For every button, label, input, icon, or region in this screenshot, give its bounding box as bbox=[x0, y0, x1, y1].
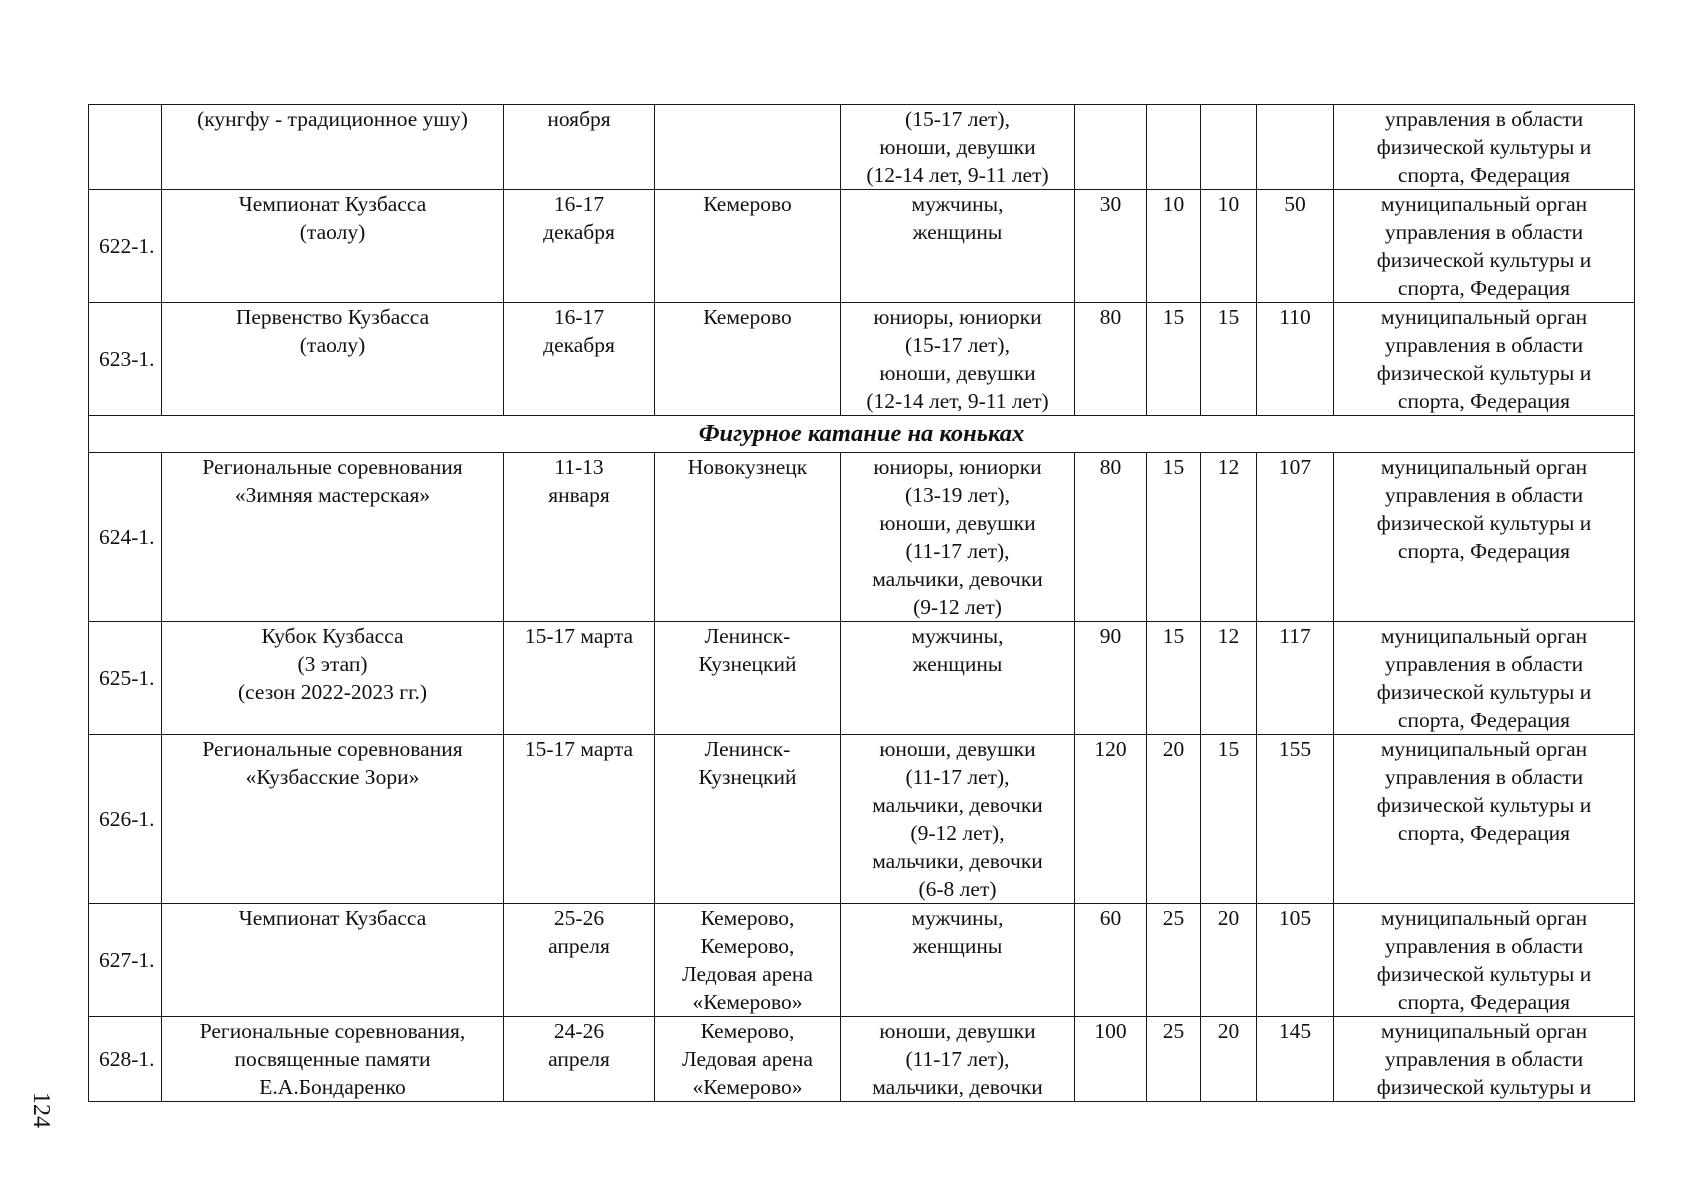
event-date-cell-line: апреля bbox=[548, 934, 610, 958]
event-name-cell bbox=[162, 303, 504, 416]
event-name-cell bbox=[162, 904, 504, 1017]
count-col-2-cell: 15 bbox=[1147, 303, 1201, 416]
row-number-cell: 624-1. bbox=[89, 453, 162, 622]
table-body bbox=[89, 105, 1635, 1102]
row-number-cell: 625-1. bbox=[89, 622, 162, 735]
event-date-cell-line: 15-17 марта bbox=[524, 737, 634, 761]
section-title: Фигурное катание на коньках bbox=[89, 416, 1635, 453]
count-col-3-cell: 12 bbox=[1201, 622, 1257, 735]
event-place-cell-line: Кемерово bbox=[703, 192, 792, 216]
event-date-cell bbox=[504, 904, 655, 1017]
participants-group-cell-line: юноши, девушки bbox=[879, 1019, 1036, 1043]
event-place-cell-line: Кузнецкий bbox=[698, 652, 797, 676]
organizer-cell bbox=[1334, 735, 1635, 904]
event-place-cell bbox=[655, 622, 841, 735]
count-col-2-cell: 15 bbox=[1147, 453, 1201, 622]
event-date-cell-line: 16-17 bbox=[553, 305, 605, 329]
event-name-cell-line: Региональные соревнования bbox=[202, 455, 463, 479]
count-col-1-cell: 80 bbox=[1075, 453, 1147, 622]
event-date-cell-line: 24-26 bbox=[553, 1019, 605, 1043]
table-row bbox=[89, 190, 1635, 303]
count-col-1-cell: 80 bbox=[1075, 303, 1147, 416]
organizer-cell-line: физической культуры и bbox=[1376, 1075, 1592, 1099]
count-col-3-cell: 10 bbox=[1201, 190, 1257, 303]
event-name-cell-line: (сезон 2022-2023 гг.) bbox=[237, 680, 428, 704]
event-place-cell-line: Кузнецкий bbox=[698, 765, 797, 789]
count-total-cell: 105 bbox=[1257, 904, 1334, 1017]
count-col-2-cell: 10 bbox=[1147, 190, 1201, 303]
count-col-1-cell bbox=[1075, 105, 1147, 190]
participants-group-cell-line: мальчики, девочки bbox=[872, 1075, 1043, 1099]
organizer-cell-line: муниципальный орган bbox=[1380, 192, 1588, 216]
organizer-cell-line: физической культуры и bbox=[1376, 962, 1592, 986]
event-place-cell-line: Кемерово, bbox=[700, 934, 795, 958]
participants-group-cell-line: юноши, девушки bbox=[879, 511, 1036, 535]
event-date-cell bbox=[504, 1017, 655, 1102]
participants-group-cell-line: (9-12 лет) bbox=[913, 595, 1002, 619]
count-col-3-cell bbox=[1201, 105, 1257, 190]
section-header-row bbox=[89, 416, 1635, 453]
participants-group-cell-line: (15-17 лет), bbox=[905, 333, 1010, 357]
count-total-cell: 50 bbox=[1257, 190, 1334, 303]
count-col-1-cell: 30 bbox=[1075, 190, 1147, 303]
participants-group-cell bbox=[841, 904, 1075, 1017]
event-name-cell-line: «Зимняя мастерская» bbox=[234, 483, 431, 507]
event-place-cell-line: Кемерово bbox=[703, 305, 792, 329]
table-row bbox=[89, 303, 1635, 416]
event-place-cell bbox=[655, 735, 841, 904]
organizer-cell-line: спорта, Федерация bbox=[1397, 389, 1571, 413]
event-date-cell bbox=[504, 190, 655, 303]
participants-group-cell-line: (13-19 лет), bbox=[905, 483, 1010, 507]
count-col-2-cell: 15 bbox=[1147, 622, 1201, 735]
event-place-cell-line: Кемерово, bbox=[700, 1019, 795, 1043]
event-date-cell-line: декабря bbox=[543, 333, 615, 357]
count-col-3-cell: 20 bbox=[1201, 904, 1257, 1017]
event-date-cell-line: декабря bbox=[543, 220, 615, 244]
organizer-cell bbox=[1334, 1017, 1635, 1102]
event-name-cell-line: (3 этап) bbox=[297, 652, 368, 676]
organizer-cell bbox=[1334, 190, 1635, 303]
event-place-cell-line: «Кемерово» bbox=[692, 1075, 803, 1099]
event-date-cell bbox=[504, 735, 655, 904]
count-total-cell: 110 bbox=[1257, 303, 1334, 416]
event-name-cell bbox=[162, 453, 504, 622]
event-place-cell bbox=[655, 105, 841, 190]
event-name-cell-line: Региональные соревнования bbox=[202, 737, 463, 761]
event-date-cell-line: ноября bbox=[547, 107, 611, 131]
count-col-1-cell: 120 bbox=[1075, 735, 1147, 904]
participants-group-cell bbox=[841, 735, 1075, 904]
organizer-cell-line: муниципальный орган bbox=[1380, 624, 1588, 648]
organizer-cell-line: управления в области bbox=[1384, 220, 1584, 244]
count-col-2-cell: 20 bbox=[1147, 735, 1201, 904]
participants-group-cell bbox=[841, 303, 1075, 416]
participants-group-cell-line: мальчики, девочки bbox=[872, 793, 1043, 817]
participants-group-cell-line: юноши, девушки bbox=[879, 737, 1036, 761]
participants-group-cell-line: юниоры, юниорки bbox=[873, 305, 1042, 329]
organizer-cell-line: управления в области bbox=[1384, 483, 1584, 507]
participants-group-cell-line: (9-12 лет), bbox=[910, 821, 1005, 845]
organizer-cell-line: физической культуры и bbox=[1376, 361, 1592, 385]
event-name-cell-line: (таолу) bbox=[299, 220, 366, 244]
count-total-cell: 155 bbox=[1257, 735, 1334, 904]
count-col-3-cell: 15 bbox=[1201, 735, 1257, 904]
event-name-cell-line: (таолу) bbox=[299, 333, 366, 357]
participants-group-cell-line: мужчины, bbox=[911, 192, 1004, 216]
table-row bbox=[89, 105, 1635, 190]
participants-group-cell-line: мужчины, bbox=[911, 906, 1004, 930]
page-number: 124 bbox=[28, 1092, 54, 1128]
organizer-cell-line: спорта, Федерация bbox=[1397, 163, 1571, 187]
event-date-cell-line: апреля bbox=[548, 1047, 610, 1071]
event-name-cell bbox=[162, 1017, 504, 1102]
event-date-cell-line: января bbox=[548, 483, 610, 507]
participants-group-cell bbox=[841, 105, 1075, 190]
organizer-cell-line: физической культуры и bbox=[1376, 511, 1592, 535]
organizer-cell-line: физической культуры и bbox=[1376, 248, 1592, 272]
organizer-cell-line: управления в области bbox=[1384, 652, 1584, 676]
row-number-cell: 623-1. bbox=[89, 303, 162, 416]
participants-group-cell-line: женщины bbox=[912, 934, 1003, 958]
row-number-cell bbox=[89, 105, 162, 190]
organizer-cell-line: физической культуры и bbox=[1376, 135, 1592, 159]
events-table bbox=[88, 104, 1635, 1102]
participants-group-cell-line: (6-8 лет) bbox=[918, 877, 997, 901]
event-place-cell-line: Ледовая арена bbox=[682, 962, 813, 986]
event-name-cell bbox=[162, 190, 504, 303]
count-col-1-cell: 100 bbox=[1075, 1017, 1147, 1102]
row-number-cell: 622-1. bbox=[89, 190, 162, 303]
participants-group-cell-line: мужчины, bbox=[911, 624, 1004, 648]
event-name-cell-line: Первенство Кузбасса bbox=[235, 305, 430, 329]
organizer-cell bbox=[1334, 622, 1635, 735]
organizer-cell-line: муниципальный орган bbox=[1380, 455, 1588, 479]
event-name-cell-line: Чемпионат Кузбасса bbox=[238, 906, 427, 930]
event-name-cell bbox=[162, 105, 504, 190]
count-total-cell bbox=[1257, 105, 1334, 190]
organizer-cell-line: управления в области bbox=[1384, 107, 1584, 131]
organizer-cell-line: управления в области bbox=[1384, 934, 1584, 958]
count-col-3-cell: 15 bbox=[1201, 303, 1257, 416]
event-date-cell-line: 15-17 марта bbox=[524, 624, 634, 648]
participants-group-cell-line: женщины bbox=[912, 652, 1003, 676]
participants-group-cell bbox=[841, 190, 1075, 303]
count-total-cell: 145 bbox=[1257, 1017, 1334, 1102]
participants-group-cell-line: (11-17 лет), bbox=[905, 539, 1010, 563]
organizer-cell-line: муниципальный орган bbox=[1380, 305, 1588, 329]
participants-group-cell-line: юноши, девушки bbox=[879, 361, 1036, 385]
organizer-cell-line: управления в области bbox=[1384, 1047, 1584, 1071]
event-place-cell bbox=[655, 303, 841, 416]
event-place-cell-line: Ленинск- bbox=[704, 737, 791, 761]
organizer-cell-line: спорта, Федерация bbox=[1397, 276, 1571, 300]
organizer-cell-line: спорта, Федерация bbox=[1397, 539, 1571, 563]
organizer-cell bbox=[1334, 105, 1635, 190]
event-date-cell-line: 16-17 bbox=[553, 192, 605, 216]
organizer-cell bbox=[1334, 453, 1635, 622]
organizer-cell-line: физической культуры и bbox=[1376, 680, 1592, 704]
event-place-cell-line: Ледовая арена bbox=[682, 1047, 813, 1071]
event-date-cell-line: 11-13 bbox=[554, 455, 604, 479]
organizer-cell bbox=[1334, 303, 1635, 416]
organizer-cell-line: муниципальный орган bbox=[1380, 737, 1588, 761]
event-name-cell bbox=[162, 735, 504, 904]
count-col-3-cell: 12 bbox=[1201, 453, 1257, 622]
organizer-cell-line: спорта, Федерация bbox=[1397, 990, 1571, 1014]
count-col-1-cell: 90 bbox=[1075, 622, 1147, 735]
event-date-cell bbox=[504, 303, 655, 416]
table-row bbox=[89, 1017, 1635, 1102]
table-row bbox=[89, 622, 1635, 735]
event-place-cell bbox=[655, 190, 841, 303]
count-col-2-cell: 25 bbox=[1147, 904, 1201, 1017]
organizer-cell bbox=[1334, 904, 1635, 1017]
event-place-cell bbox=[655, 1017, 841, 1102]
event-place-cell-line: Кемерово, bbox=[700, 906, 795, 930]
event-name-cell-line: посвященные памяти bbox=[234, 1047, 431, 1071]
row-number-cell: 626-1. bbox=[89, 735, 162, 904]
participants-group-cell bbox=[841, 453, 1075, 622]
participants-group-cell-line: (15-17 лет), bbox=[905, 107, 1010, 131]
participants-group-cell bbox=[841, 622, 1075, 735]
event-name-cell-line: Кубок Кузбасса bbox=[261, 624, 404, 648]
count-col-1-cell: 60 bbox=[1075, 904, 1147, 1017]
participants-group-cell bbox=[841, 1017, 1075, 1102]
event-name-cell-line: «Кузбасские Зори» bbox=[245, 765, 420, 789]
participants-group-cell-line: юноши, девушки bbox=[879, 135, 1036, 159]
participants-group-cell-line: мальчики, девочки bbox=[872, 567, 1043, 591]
event-name-cell bbox=[162, 622, 504, 735]
table-row bbox=[89, 735, 1635, 904]
event-name-cell-line: (кунгфу - традиционное ушу) bbox=[197, 107, 468, 131]
event-date-cell bbox=[504, 105, 655, 190]
event-place-cell-line: Новокузнецк bbox=[687, 455, 808, 479]
count-col-2-cell: 25 bbox=[1147, 1017, 1201, 1102]
organizer-cell-line: управления в области bbox=[1384, 333, 1584, 357]
table-row bbox=[89, 904, 1635, 1017]
table-row bbox=[89, 453, 1635, 622]
row-number-cell: 627-1. bbox=[89, 904, 162, 1017]
count-col-2-cell bbox=[1147, 105, 1201, 190]
event-date-cell bbox=[504, 622, 655, 735]
participants-group-cell-line: (12-14 лет, 9-11 лет) bbox=[866, 163, 1049, 187]
organizer-cell-line: спорта, Федерация bbox=[1397, 708, 1571, 732]
organizer-cell-line: управления в области bbox=[1384, 765, 1584, 789]
event-place-cell bbox=[655, 904, 841, 1017]
organizer-cell-line: муниципальный орган bbox=[1380, 906, 1588, 930]
count-col-3-cell: 20 bbox=[1201, 1017, 1257, 1102]
participants-group-cell-line: (11-17 лет), bbox=[905, 1047, 1010, 1071]
event-date-cell-line: 25-26 bbox=[553, 906, 605, 930]
organizer-cell-line: спорта, Федерация bbox=[1397, 821, 1571, 845]
participants-group-cell-line: (12-14 лет, 9-11 лет) bbox=[866, 389, 1049, 413]
participants-group-cell-line: юниоры, юниорки bbox=[873, 455, 1042, 479]
participants-group-cell-line: мальчики, девочки bbox=[872, 849, 1043, 873]
event-place-cell bbox=[655, 453, 841, 622]
count-total-cell: 107 bbox=[1257, 453, 1334, 622]
event-name-cell-line: Региональные соревнования, bbox=[199, 1019, 466, 1043]
row-number-cell: 628-1. bbox=[89, 1017, 162, 1102]
participants-group-cell-line: (11-17 лет), bbox=[905, 765, 1010, 789]
organizer-cell-line: физической культуры и bbox=[1376, 793, 1592, 817]
participants-group-cell-line: женщины bbox=[912, 220, 1003, 244]
count-total-cell: 117 bbox=[1257, 622, 1334, 735]
event-date-cell bbox=[504, 453, 655, 622]
organizer-cell-line: муниципальный орган bbox=[1380, 1019, 1588, 1043]
event-name-cell-line: Е.А.Бондаренко bbox=[259, 1075, 406, 1099]
event-name-cell-line: Чемпионат Кузбасса bbox=[238, 192, 427, 216]
event-place-cell-line: «Кемерово» bbox=[692, 990, 803, 1014]
event-place-cell-line: Ленинск- bbox=[704, 624, 791, 648]
